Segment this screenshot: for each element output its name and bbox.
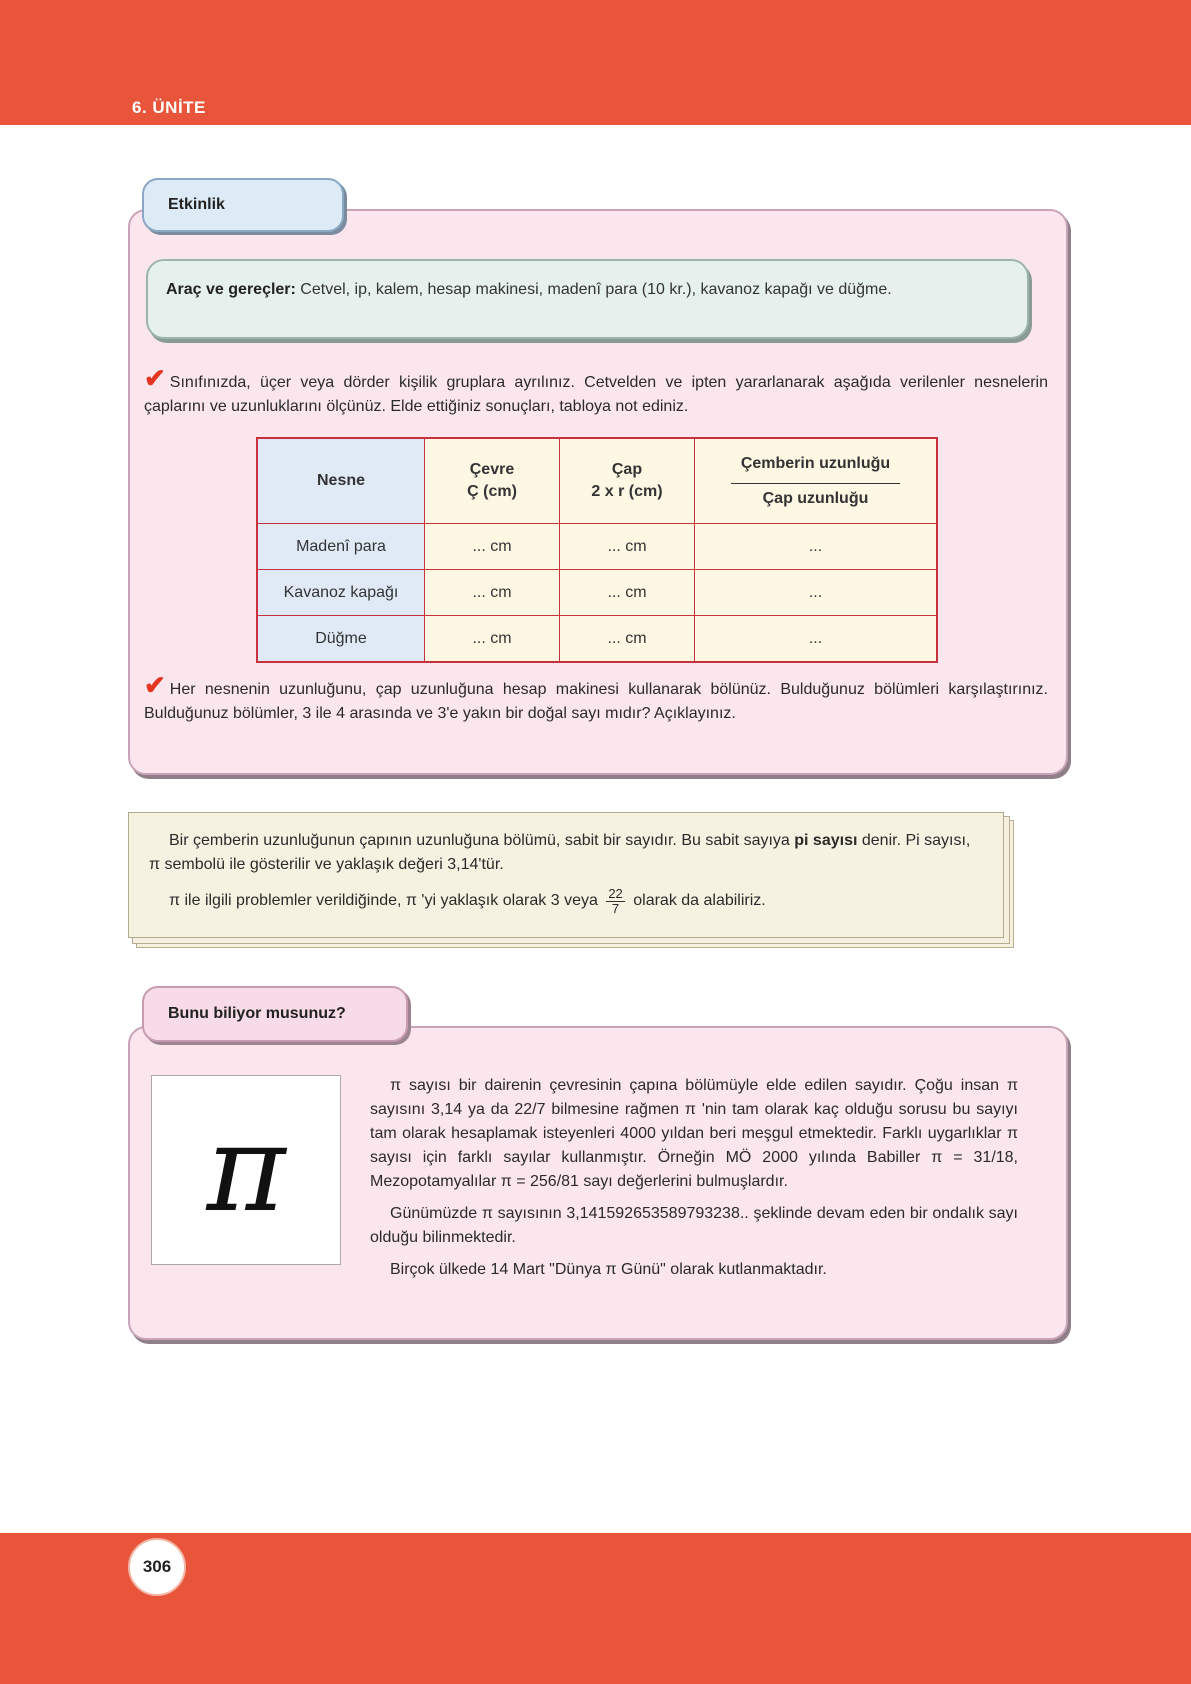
did-you-know-tab bbox=[142, 986, 408, 1042]
checkmark-icon: ✔ bbox=[144, 670, 166, 700]
header-circumference: Çevre Ç (cm) bbox=[425, 438, 560, 524]
checkmark-icon: ✔ bbox=[144, 363, 166, 393]
instruction-1-text: Sınıfınızda, üçer veya dörder kişilik gruplara ayrılınız. Cetvelden ve ipten yararlanarak aşağıda verilenler nesnelerin çaplarını ve uzunluklarını ölçünüz. Elde ettiğiniz sonuçları, tabloya not ediniz. bbox=[144, 374, 1048, 415]
fraction-22-7: $\frac{22}{7}$ bbox=[608, 886, 623, 916]
measurement-table bbox=[256, 437, 938, 663]
fact-paragraph-3: Birçok ülkede 14 Mart "Dünya π Günü" olarak kutlanmaktadır. bbox=[390, 1261, 827, 1278]
instruction-2 bbox=[144, 670, 1048, 726]
note-main-sheet bbox=[128, 812, 1004, 938]
activity-tab-label: Etkinlik bbox=[168, 196, 225, 213]
ratio-numerator: Çemberin uzunluğu bbox=[731, 453, 900, 484]
ratio-denominator: Çap uzunluğu bbox=[762, 489, 869, 507]
table-header-row bbox=[257, 438, 937, 524]
table-row: Düğme ... cm ... cm ... bbox=[257, 616, 937, 663]
fact-paragraph-1: π sayısı bir dairenin çevresinin çapına bölümüyle elde edilen sayıdır. Çoğu insan π sayısını 3,14 ya da 22/7 bilmesine rağmen π 'nin tam olarak kaç olduğu sorusu bu sayıyı tam olarak hesaplamak isteyenleri 4000 yıldan beri meşgul etmektedir. Farklı uygarlıklar π sayısı için farklı sayılar kullanmıştır. Örneğin MÖ 2000 yılında Babiller π = 31/18, Mezopotamyalılar π = 256/81 sayı değerlerini bulmuşlardır. bbox=[370, 1077, 1018, 1190]
instruction-2-text: Her nesnenin uzunluğunu, çap uzunluğuna hesap makinesi kullanarak bölünüz. Bulduğunuz bölümleri karşılaştırınız. Bulduğunuz bölümler, 3 ile 4 arasında ve 3'e yakın bir doğal sayı mıdır? Açıklayınız. bbox=[144, 681, 1048, 722]
page-number: 306 bbox=[128, 1538, 186, 1596]
did-you-know-tab-label: Bunu biliyor musunuz? bbox=[168, 1005, 346, 1022]
note-line-2: π ile ilgili problemler verildiğinde, π 'yi yaklaşık olarak 3 veya $\frac{22}{7}$ olarak da alabiliriz. bbox=[169, 886, 766, 916]
tools-label: Araç ve gereçler: bbox=[166, 281, 296, 298]
tools-box bbox=[146, 259, 1029, 339]
header-object: Nesne bbox=[257, 438, 425, 524]
activity-tab bbox=[142, 178, 344, 232]
fact-paragraph-2: Günümüzde π sayısının 3,141592653589793238.. şeklinde devam eden bir ondalık sayı olduğu bilinmektedir. bbox=[370, 1205, 1018, 1246]
header-ratio bbox=[695, 438, 938, 524]
pi-image bbox=[151, 1075, 341, 1265]
table-row: Madenî para ... cm ... cm ... bbox=[257, 524, 937, 570]
table-row: Kavanoz kapağı ... cm ... cm ... bbox=[257, 570, 937, 616]
note-line-1: Bir çemberin uzunluğunun çapının uzunluğuna bölümü, sabit bir sayıdır. Bu sabit sayıya pi sayısı denir. Pi sayısı, π sembolü ile gösterilir ve yaklaşık değeri 3,14'tür. bbox=[149, 832, 971, 873]
tools-text: Cetvel, ip, kalem, hesap makinesi, madenî para (10 kr.), kavanoz kapağı ve düğme. bbox=[295, 281, 892, 298]
instruction-1 bbox=[144, 363, 1048, 419]
pi-symbol-icon: π bbox=[206, 1100, 286, 1239]
header-diameter: Çap 2 x r (cm) bbox=[560, 438, 695, 524]
did-you-know-text bbox=[370, 1074, 1018, 1282]
info-note bbox=[128, 812, 1013, 947]
unit-label: 6. ÜNİTE bbox=[132, 98, 206, 117]
